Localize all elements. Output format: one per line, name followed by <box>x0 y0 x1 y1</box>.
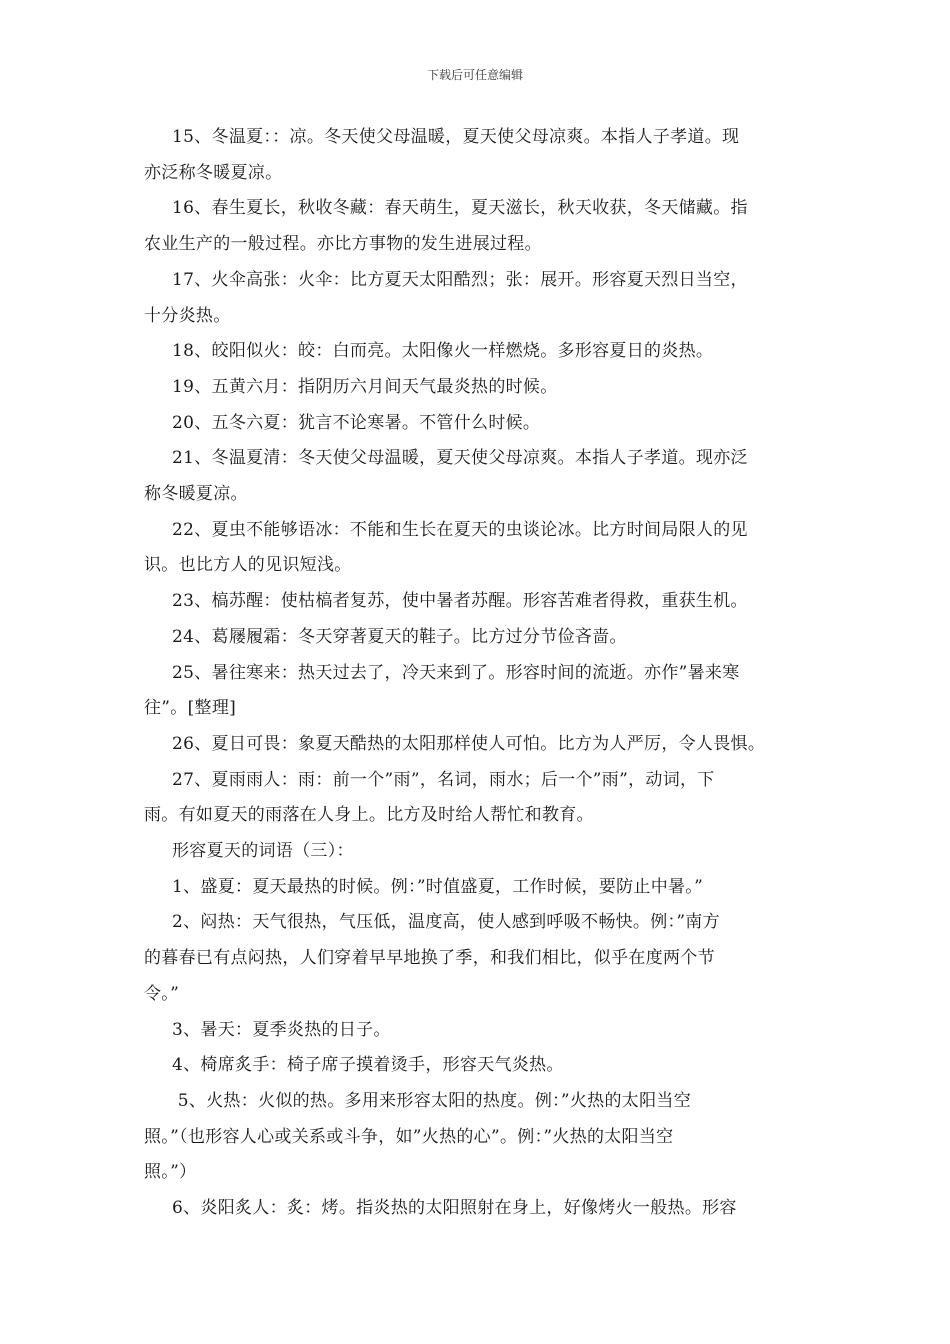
paragraph-first-line: 25、暑往寒来：热天过去了，冷天来到了。形容时间的流逝。亦作”暑来寒 <box>172 662 740 683</box>
paragraph-first-line: 23、槁苏醒：使枯槁者复苏，使中暑者苏醒。形容苦难者得救，重获生机。 <box>172 591 748 612</box>
paragraph-continuation-line: 往”。[整理] <box>144 698 237 719</box>
paragraph <box>144 513 810 584</box>
paragraph <box>144 656 810 727</box>
paragraph <box>144 905 810 1012</box>
paragraph <box>144 727 810 763</box>
paragraph-continuation-line: 农业生产的一般过程。亦比方事物的发生进展过程。 <box>144 234 542 255</box>
paragraph <box>144 191 810 262</box>
paragraph-continuation-line: 识。也比方人的见识短浅。 <box>144 555 352 576</box>
paragraph <box>144 834 810 870</box>
paragraph-continuation-line: 照。”） <box>144 1162 197 1183</box>
paragraph-first-line: 16、春生夏长，秋收冬藏：春天萌生，夏天滋长，秋天收获，冬天储藏。指 <box>172 198 748 219</box>
paragraph <box>144 120 810 191</box>
paragraph <box>144 763 810 834</box>
paragraph <box>144 1013 810 1049</box>
paragraph-first-line: 24、葛屦履霜：冬天穿著夏天的鞋子。比方过分节俭吝啬。 <box>172 626 627 647</box>
paragraph <box>144 1048 810 1084</box>
paragraph-first-line: 4、椅席炙手：椅子席子摸着烫手，形容天气炎热。 <box>172 1055 564 1076</box>
paragraph <box>144 584 810 620</box>
paragraph-first-line: 15、冬温夏：：凉。冬天使父母温暖，夏天使父母凉爽。本指人子孝道。现 <box>172 127 740 147</box>
paragraph <box>144 1191 810 1227</box>
paragraph <box>144 1084 810 1191</box>
page-header: 下载后可任意编辑 <box>426 68 523 82</box>
paragraph <box>144 334 810 370</box>
paragraph-first-line: 形容夏天的词语（三）： <box>172 841 354 862</box>
paragraph-first-line: 20、五冬六夏：犹言不论寒暑。不管什么时候。 <box>172 412 541 433</box>
paragraph-continuation-line: 雨。有如夏天的雨落在人身上。比方及时给人帮忙和教育。 <box>144 805 594 826</box>
paragraph <box>144 406 810 442</box>
document-body <box>144 120 810 1227</box>
paragraph <box>144 441 810 512</box>
paragraph-first-line: 19、五黄六月：指阴历六月间天气最炎热的时候。 <box>172 376 558 397</box>
paragraph-first-line: 3、暑天：夏季炎热的日子。 <box>172 1019 391 1040</box>
paragraph-first-line: 17、火伞高张：火伞：比方夏天太阳酷烈；张：展开。形容夏天烈日当空， <box>172 269 748 290</box>
paragraph-first-line: 1、盛夏：夏天最热的时候。例：”时值盛夏，工作时候，要防止中暑。” <box>172 876 704 897</box>
paragraph-first-line: 27、夏雨雨人：雨：前一个”雨”，名词，雨水；后一个”雨”，动词，下 <box>172 769 715 790</box>
paragraph-first-line: 6、炎阳炙人：炙：烤。指炎热的太阳照射在身上，好像烤火一般热。形容 <box>172 1198 737 1219</box>
paragraph-first-line: 26、夏日可畏：象夏天酷热的太阳那样使人可怕。比方为人严厉，令人畏惧。 <box>172 733 766 754</box>
paragraph-first-line: 2、闷热：天气很热，气压低，温度高，使人感到呼吸不畅快。例：”南方 <box>172 912 720 933</box>
paragraph-continuation-line: 的暮春已有点闷热，人们穿着早早地换了季，和我们相比，似乎在度两个节 <box>144 948 715 969</box>
paragraph <box>144 620 810 656</box>
paragraph <box>144 370 810 406</box>
paragraph-continuation-line: 称冬暖夏凉。 <box>144 484 248 505</box>
paragraph-first-line: 18、皎阳似火：皎：白而亮。太阳像火一样燃烧。多形容夏日的炎热。 <box>172 341 714 362</box>
paragraph <box>144 870 810 906</box>
paragraph-continuation-line: 亦泛称冬暖夏凉。 <box>144 162 283 183</box>
paragraph <box>144 263 810 334</box>
paragraph-first-line: 22、夏虫不能够语冰：不能和生长在夏天的虫谈论冰。比方时间局限人的见 <box>172 519 748 540</box>
paragraph-continuation-line: 照。”（也形容人心或关系或斗争，如”火热的心”。例：”火热的太阳当空 <box>144 1126 674 1147</box>
paragraph-first-line: 21、冬温夏清：冬天使父母温暖，夏天使父母凉爽。本指人子孝道。现亦泛 <box>172 448 748 469</box>
paragraph-continuation-line: 十分炎热。 <box>144 305 231 326</box>
paragraph-continuation-line: 令。” <box>144 983 180 1004</box>
paragraph-first-line: 5、火热：火似的热。多用来形容太阳的热度。例：”火热的太阳当空 <box>172 1090 692 1111</box>
